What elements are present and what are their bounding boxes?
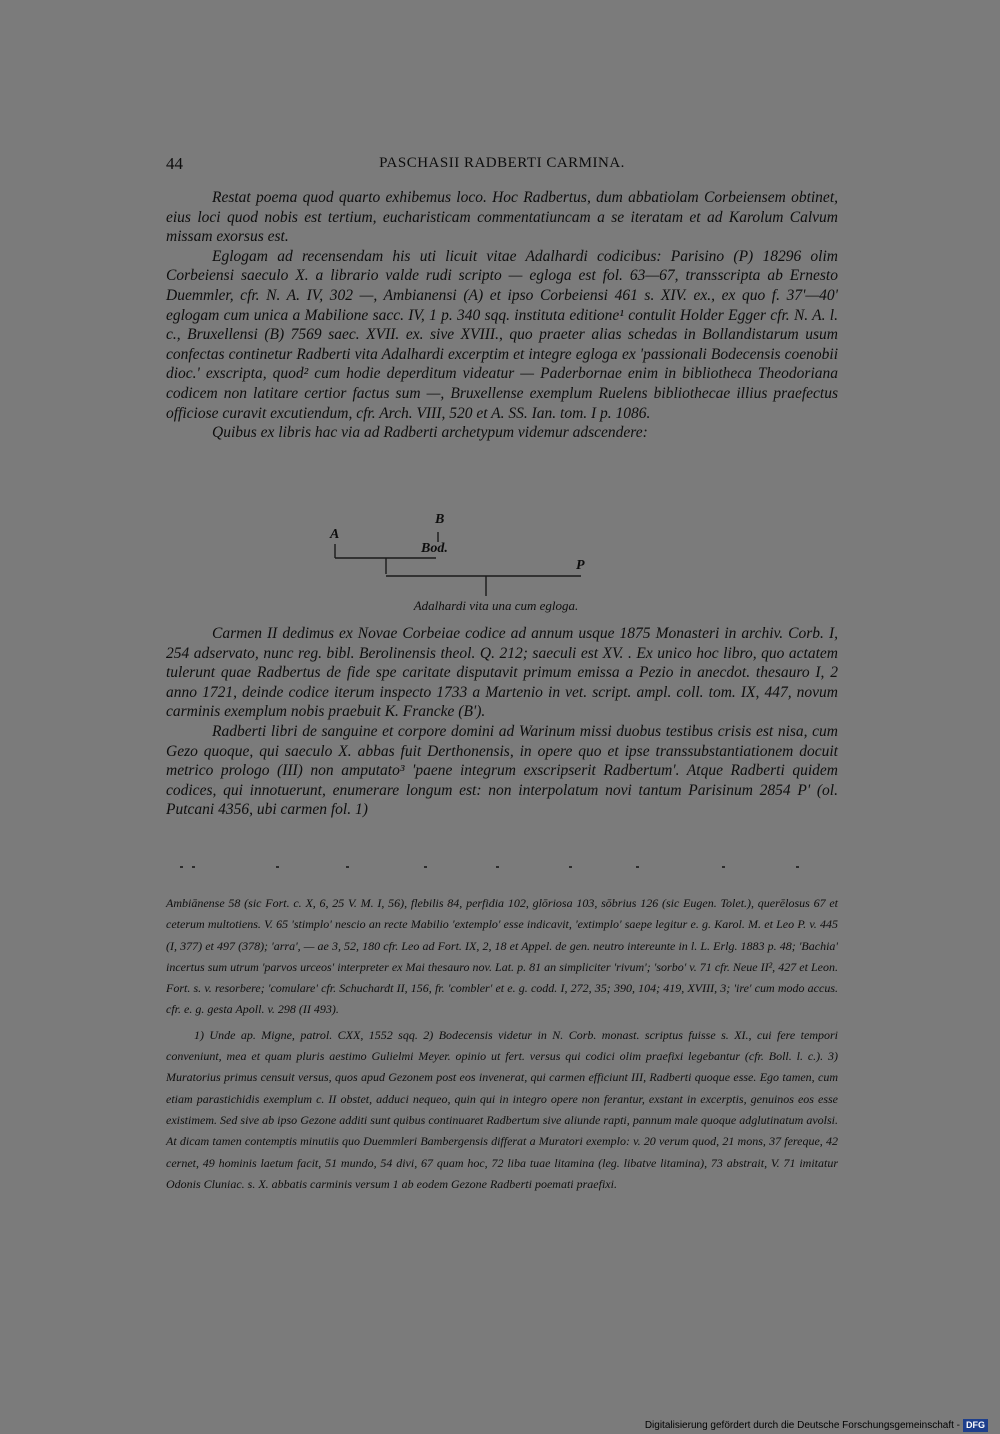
stemma-label-b: B — [435, 512, 445, 527]
paragraph: Radberti libri de sanguine et corpore domini ad Warinum missi duobus testibus crisis est nisa, cum Gezo quoque, qui saeculo X. abbas fuit Derthonensis, in opere quo et ipse transsubstantiationem docuit metrico prologo (III) non amputato³ 'paene integrum exscripserit Radbertum'. Atque Radberti quidem codices, qui innotuerunt, enumerare longum est: non interpolatum novi tantum Parisinum 2854 P' (ol. Putcani 4356, ubi carmen fol. 1) — [166, 722, 838, 819]
main-text-block-2 — [166, 624, 838, 820]
dfg-logo-icon[interactable]: DFG — [963, 1419, 988, 1432]
stemma-label-a: A — [330, 527, 340, 542]
stemma-diagram — [166, 510, 838, 622]
paragraph: Restat poema quod quarto exhibemus loco. Hoc Radbertus, dum abbatiolam Corbeiensem obtinet, eius loci quod nobis est tertium, eucharisticam commentatiuncam a se iteratam et ad Karolum Calvum missam exorsus est. — [166, 189, 838, 246]
digitization-credit — [645, 1419, 988, 1432]
paragraph: Eglogam ad recensendam his uti licuit vitae Adalhardi codicibus: Parisino (P) 18296 olim Corbeiensi saeculo X. a librario valde rudi scripto — egloga est fol. 63—67, transscripta ab Ernesto Duemmler, cfr. N. A. IV, 302 —, Ambianensi (A) et ipso Corbeiensi 461 s. XIV. ex., ex quo f. 37'—40' eglogam cum unica a Mabilione sacc. IV, 1 p. 340 sqq. instituta editione¹ contulit Holder Egger cfr. N. A. l. c., Bruxellensi (B) 7569 saec. XVII. ex. sive XVIII., quo praeter alias schedas in Bollandistarum usum confectas continetur Radberti vita Adalhardi excerptim et integre egloga ex 'passionali Bodecensis coenobii dioc.' exscripta, quod² cum hodie deperditum videatur — Paderbornae enim in bibliotheca Theodoriana codicem non latitare certior factus sum —, Bruxellense exemplum Ruelens bibliothecae illius praefectus officiose curavit excutiendum, cfr. Arch. VIII, 520 et A. SS. Ian. tom. I p. 1086. — [166, 247, 838, 422]
footnote-separator — [166, 866, 838, 874]
paragraph: Quibus ex libris hac via ad Radberti archetypum videmur adscendere: — [212, 424, 648, 442]
paragraph: Carmen II dedimus ex Novae Corbeiae codice ad annum usque 1875 Monasteri in archiv. Corb. I, 254 adservato, nunc reg. bibl. Berolinensis theol. Q. 212; saeculi est XV. . Ex unico hoc libro, quo actatem tulerunt quae Radbertus de fide spe caritate disputavit primum emissa a Pezio in anecdot. thesauro I, 2 anno 1721, deinde codice iterum inspecto 1733 a Martenio in vet. script. ampl. coll. tom. IX, 447, novum carminis exemplum nobis praebuit K. Francke (B'). — [166, 625, 838, 721]
main-text-block-1 — [166, 188, 838, 443]
numbered-footnotes: 1) Unde ap. Migne, patrol. CXX, 1552 sqq. 2) Bodecensis videtur in N. Corb. monast. scriptus fuisse s. XI., cui fere tempori conveniunt, mea et quam pluris aestimo Gulielmi Meyer. opinio ut fert. versus qui codici olim praefixi legebantur (cfr. Boll. l. c.). 3) Muratorius primus censuit versus, quos apud Gezonem post eos invenerat, qui carmen efficiunt III, Radberti quoque esse. Ego tamen, cum etiam parastichidis exemplum c. II obstet, adduci nequeo, quin qui in integro opere non ferantur, exstant in excerptis, genuinos eos esse existimem. Sed sive ab ipso Gezone additi sunt quibus continuaret Radbertum sive aliunde rapti, pannum male quoque adglutinatum avolsi. At dicam tamen contemptis minutiis quo Duemmleri Bambergensis differat a Muratori exemplo: v. 20 verum quod, 21 mons, 37 fereque, 42 cernet, 49 hominis laetum facit, 51 mundo, 54 divi, 67 quam hoc, 72 liba tuae litamina (leg. libatve litamina), 73 abstrait, V. 71 imitatur Odonis Cluniac. s. X. abbatis carminis versum 1 ab eodem Gezone Radberti poemati praefixi. — [166, 1027, 838, 1191]
page-number: 44 — [166, 154, 183, 173]
running-title: PASCHASII RADBERTI CARMINA. — [379, 155, 625, 171]
stemma-label-bod: Bod. — [421, 541, 448, 556]
stemma-caption: Adalhardi vita una cum egloga. — [413, 598, 579, 613]
stemma-label-p: P — [576, 558, 585, 573]
apparatus-note: Ambiānense 58 (sic Fort. c. X, 6, 25 V. M. I, 56), flebilis 84, perfidia 102, glōriosa 103, sōbrius 126 (sic Eugen. Tolet.), querēlosus 67 et ceterum multotiens. V. 65 'stimplo' nescio an recte Mabilio 'extemplo' esse indicavit, 'extimplo' saepe legitur e. g. Karol. M. et Leo P. v. 445 (I, 377) et 497 (378); 'arra', — ae 3, 52, 180 cfr. Leo ad Fort. IX, 2, 18 et Appel. de gen. neutro intereunte in l. L. Erlg. 1883 p. 48; 'Bachia' incertus sum utrum 'parvos urceos' interpreter ex Mai thesauro nov. Lat. p. 81 an simpliciter 'rivum'; 'sorbo' v. 71 cfr. Neue II², 427 et Leon. Fort. s. v. resorbere; 'comulare' cfr. Schuchardt II, 156, fr. 'combler' et e. g. codd. I, 272, 35; 390, 104; 419, XVIII, 3; 'ire' cum modo accus. cfr. e. g. gesta Apoll. v. 298 (II 493). — [166, 896, 838, 1017]
page-header — [166, 154, 838, 178]
credit-text: Digitalisierung gefördert durch die Deutsche Forschungsgemeinschaft - — [644, 1420, 960, 1431]
footnotes — [166, 893, 838, 1195]
